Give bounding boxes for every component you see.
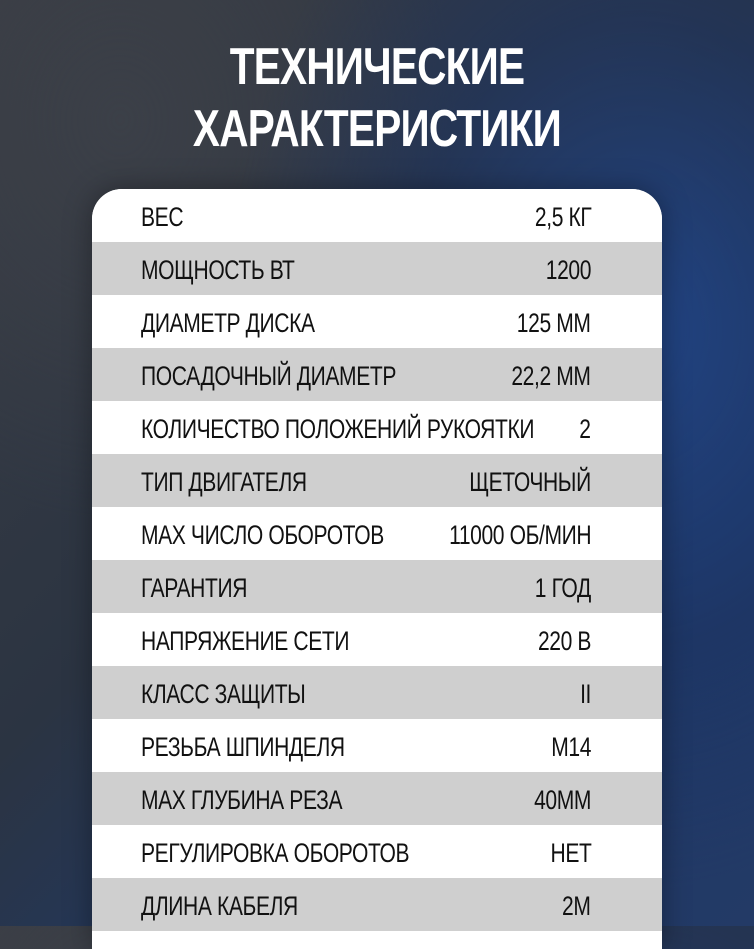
spec-value: 22,2 ММ <box>511 361 591 391</box>
spec-label: КЛАСС ЗАЩИТЫ <box>141 679 306 709</box>
spec-row <box>92 666 662 719</box>
spec-row <box>92 189 662 242</box>
spec-value: 1200 <box>545 255 591 285</box>
spec-label: РЕГУЛИРОВКА ОБОРОТОВ <box>141 838 410 868</box>
spec-label: НАПРЯЖЕНИЕ СЕТИ <box>141 626 350 656</box>
spec-label: КОЛИЧЕСТВО ПОЛОЖЕНИЙ РУКОЯТКИ <box>141 414 535 444</box>
spec-value: ЩЕТОЧНЫЙ <box>469 467 591 497</box>
spec-label: МАХ ГЛУБИНА РЕЗА <box>141 785 343 815</box>
spec-value: 2 <box>579 414 591 444</box>
spec-label: РЕЗЬБА ШПИНДЕЛЯ <box>141 732 345 762</box>
spec-row <box>92 242 662 295</box>
spec-row <box>92 719 662 772</box>
spec-label: ПОСАДОЧНЫЙ ДИАМЕТР <box>141 361 396 391</box>
specs-table <box>92 189 662 949</box>
spec-value: НЕТ <box>550 838 591 868</box>
spec-value: II <box>580 679 591 709</box>
spec-value: 11000 ОБ/МИН <box>448 520 591 550</box>
spec-value: М14 <box>551 732 591 762</box>
page-title-line-1: ТЕХНИЧЕСКИЕ <box>229 38 525 96</box>
spec-label: МОЩНОСТЬ ВТ <box>141 255 295 285</box>
spec-label: ВЕС <box>141 202 184 232</box>
spec-row <box>92 348 662 401</box>
spec-row <box>92 401 662 454</box>
spec-value: 125 ММ <box>517 308 591 338</box>
spec-label: ДИАМЕТР ДИСКА <box>141 308 315 338</box>
spec-value: 2,5 КГ <box>534 202 591 232</box>
spec-value: 1 ГОД <box>534 573 591 603</box>
spec-value: 220 В <box>537 626 591 656</box>
page-title <box>83 36 671 160</box>
spec-row <box>92 613 662 666</box>
spec-label: ГАРАНТИЯ <box>141 573 248 603</box>
spec-row <box>92 454 662 507</box>
spec-row <box>92 560 662 613</box>
spec-row <box>92 772 662 825</box>
spec-row <box>92 825 662 878</box>
spec-label: ТИП ДВИГАТЕЛЯ <box>141 467 307 497</box>
spec-label: ДЛИНА КАБЕЛЯ <box>141 891 298 921</box>
spec-value: 2М <box>562 891 591 921</box>
spec-label: МАХ ЧИСЛО ОБОРОТОВ <box>141 520 384 550</box>
page-title-line-2: ХАРАКТЕРИСТИКИ <box>192 100 562 158</box>
spec-row <box>92 878 662 931</box>
spec-row <box>92 507 662 560</box>
spec-row <box>92 295 662 348</box>
spec-value: 40ММ <box>534 785 591 815</box>
